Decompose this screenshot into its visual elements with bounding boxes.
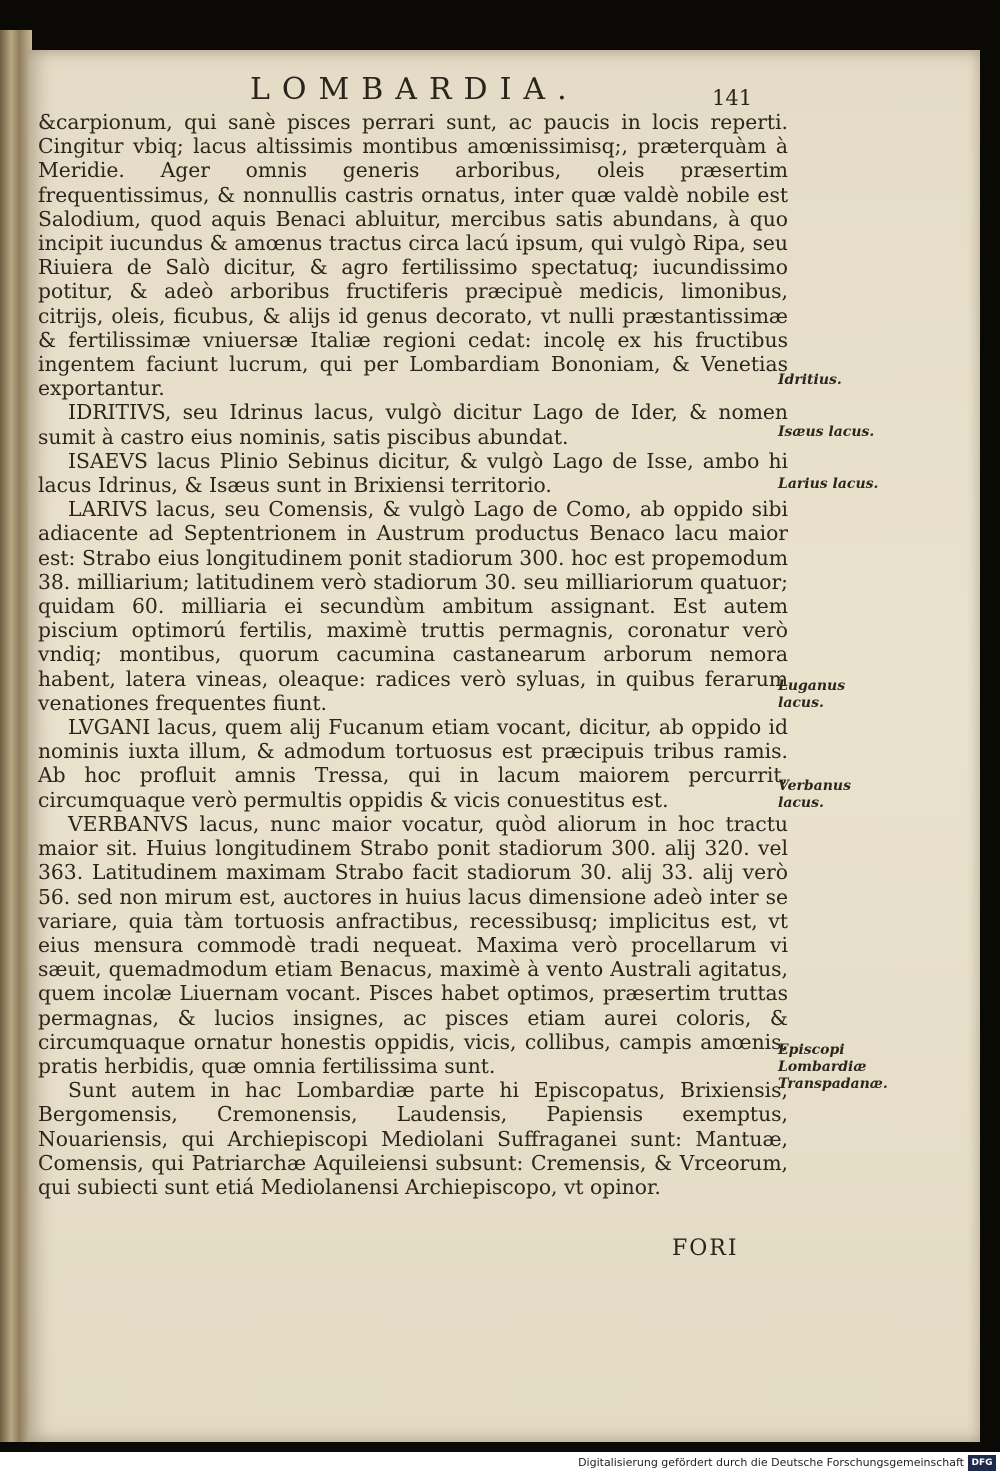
margin-note-luganus: Luganus lacus.	[778, 678, 846, 711]
running-head: LOMBARDIA.	[250, 72, 579, 107]
paragraph-larius: LARIVS lacus, seu Comensis, & vulgò Lago de Como, ab oppido sibi adiacente ad Septentrionem in Austrum productus Benaco lacu maior est: Strabo eius longitudinem ponit stadiorum 300. hoc est propemodum 38. milliarium; latitudinem verò stadiorum 30. seu milliariorum quatuor; quidam 60. milliaria ei secundùm ambitum assignant. Est autem piscium optimorú fertilis, maximè truttis permagnis, coronatur verò vndiq; montibus, quorum cacumina castanearum arborum nemora habent, latera vineas, oleaque: radices verò syluas, in quibus ferarum venationes frequentes fiunt.	[38, 497, 788, 715]
dfg-logo: DFG	[968, 1455, 996, 1471]
paragraph-benacus: &carpionum, qui sanè pisces perrari sunt, ac paucis in locis reperti. Cingitur vbiq; lacus altissimis montibus amœnissimisq;, præterquàm à Meridie. Ager omnis generis arboribus, oleis præsertim frequentissimus, & nonnullis castris ornatus, inter quæ valdè nobile est Salodium, quod aquis Benaci abluitur, mercibus satis abundans, à quo incipit iucundus & amœnus tractus circa lacú ipsum, qui vulgò Ripa, seu Riuiera de Salò dicitur, & agro fertilissimo spectatuq; iucundissimo potitur, & adeò arboribus fructiferis præcipuè medicis, limonibus, citrijs, oleis, ficubus, & alijs id genus decorato, vt nulli præstantissimæ & fertilissimæ vniuersæ Italiæ regioni cedat: incolę ex his fructibus ingentem faciunt lucrum, qui per Lombardiam Bononiam, & Venetias exportantur.	[38, 110, 788, 401]
margin-note-larius: Larius lacus.	[778, 476, 879, 492]
margin-note-isaeus: Isæus lacus.	[778, 424, 875, 440]
margin-note-idritius: Idritius.	[778, 372, 842, 388]
catchword: FORI	[672, 1236, 739, 1261]
margin-note-episcopi: Episcopi Lombardiæ Transpadanæ.	[778, 1042, 888, 1092]
paragraph-luganus: LVGANI lacus, quem alij Fucanum etiam vocant, dicitur, ab oppido id nominis iuxta illum, & admodum tortuosus est præcipuis tribus ramis. Ab hoc profluit amnis Tressa, qui in lacum maiorem percurrit, circumquaque verò permultis oppidis & vicis conuestitus est.	[38, 715, 788, 812]
paragraph-verbanus: VERBANVS lacus, nunc maior vocatur, quòd aliorum in hoc tractu maior sit. Huius longitudinem Strabo ponit stadiorum 300. alij 320. vel 363. Latitudinem maximam Strabo facit stadiorum 30. alij 33. alij verò 56. sed non mirum est, auctores in huius lacus dimensione adeò inter se variare, quia tàm tortuosis anfractibus, recessibusq; implicitus est, vt eius mensura commodè tradi nequeat. Maxima verò procellarum vi sæuit, quemadmodum etiam Benacus, maximè à vento Australi agitatus, quem incolæ Liuernam vocant. Pisces habet optimos, præsertim truttas permagnas, & lucios insignes, ac pisces etiam aurei coloris, & circumquaque ornatur honestis oppidis, vicis, collibus, campis amœnis, pratis herbidis, quæ omnia fertilissima sunt.	[38, 811, 788, 1078]
page-number: 141	[712, 86, 753, 110]
main-text	[38, 110, 788, 1199]
paragraph-episcopatus: Sunt autem in hac Lombardiæ parte hi Episcopatus, Brixiensis, Bergomensis, Cremonensis, Laudensis, Papiensis exemptus, Nouariensis, qui Archiepiscopi Mediolani Suffraganei sunt: Mantuæ, Comensis, qui Patriarchæ Aquileiensi subsunt: Cremensis, & Vrceorum, qui subiecti sunt etiá Mediolanensi Archiepiscopo, vt opinor.	[38, 1078, 788, 1199]
paragraph-isaeus: ISAEVS lacus Plinio Sebinus dicitur, & vulgò Lago de Isse, ambo hi lacus Idrinus, & Isæus sunt in Brixiensi territorio.	[38, 448, 788, 498]
funding-credit: Digitalisierung gefördert durch die Deutsche Forschungsgemeinschaft	[578, 1456, 964, 1469]
footer-bar	[0, 1452, 1000, 1476]
paragraph-idritius: IDRITIVS, seu Idrinus lacus, vulgò dicitur Lago de Ider, & nomen sumit à castro eius nominis, satis piscibus abundat.	[38, 400, 788, 449]
margin-note-verbanus: Verbanus lacus.	[778, 778, 851, 811]
